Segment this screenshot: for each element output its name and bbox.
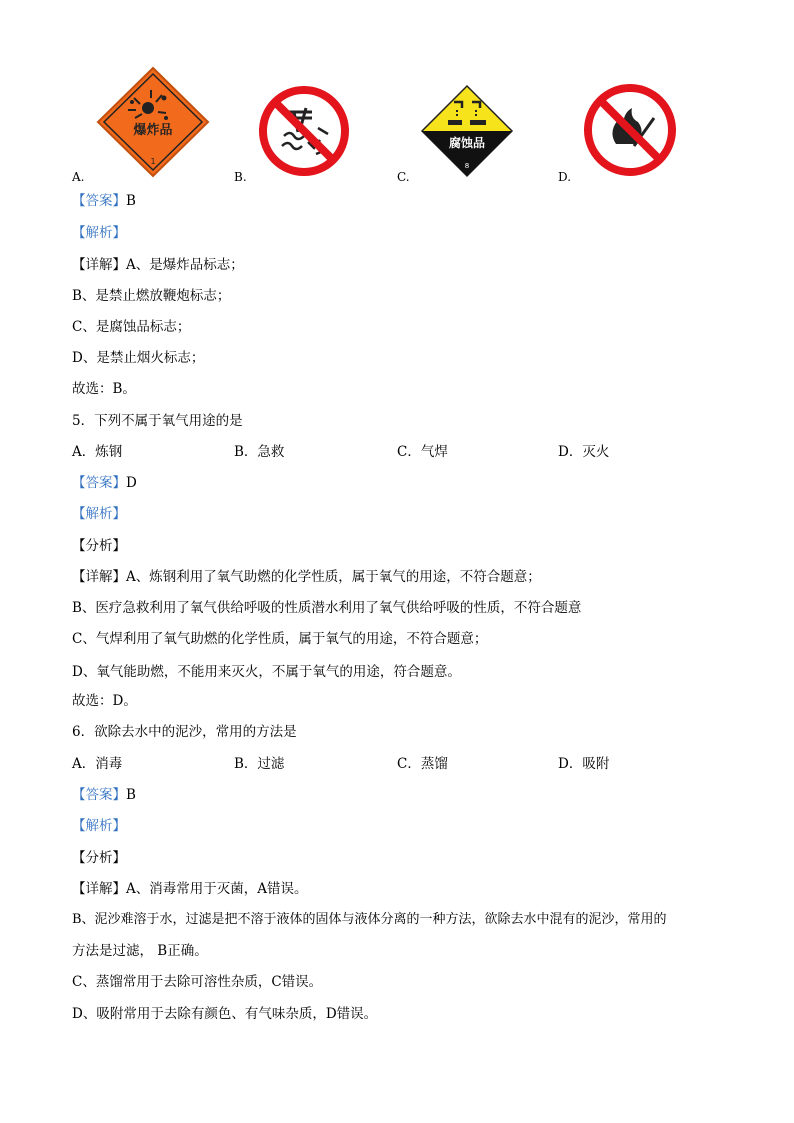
- analysis-tag: 【解析】: [72, 506, 126, 522]
- answer-value: B: [126, 787, 136, 803]
- detail-tag: 【详解】: [72, 881, 126, 897]
- svg-text:8: 8: [464, 162, 470, 170]
- detail-text: C、蒸馏常用于去除可溶性杂质，C错误。: [72, 974, 323, 990]
- option-d: D．吸附: [558, 756, 610, 772]
- analysis-tag: 【解析】: [72, 818, 126, 834]
- q4-answer-line: [72, 192, 136, 210]
- q6-answer-line: [72, 786, 136, 804]
- conclusion-text: 故选：D。: [72, 693, 137, 709]
- corrosive-sign-icon: [420, 84, 514, 178]
- answer-tag: 【答案】: [72, 193, 126, 209]
- option-letter: C.: [397, 170, 410, 184]
- explosive-sign-icon: [96, 66, 210, 178]
- q5-detail-line: [72, 568, 541, 586]
- option-a: A．炼钢: [72, 444, 123, 460]
- option-c: C．气焊: [397, 444, 448, 460]
- detail-text: B、泥沙难溶于水，过滤是把不溶于液体的固体与液体分离的一种方法，欲除去水中混有的泥沙，常用的: [72, 912, 667, 927]
- no-firecrackers-sign-icon: [256, 84, 352, 178]
- detail-text: D、是禁止烟火标志；: [72, 350, 205, 366]
- q5-answer-line: [72, 474, 137, 492]
- answer-tag: 【答案】: [72, 787, 126, 803]
- fenxi-tag: 【分析】: [72, 538, 126, 554]
- option-letter: A.: [72, 170, 85, 184]
- svg-text:1: 1: [150, 157, 156, 166]
- detail-text: B、医疗急救利用了氧气供给呼吸的性质潜水利用了氧气供给呼吸的性质，不符合题意: [72, 600, 582, 616]
- svg-text:爆炸品: 爆炸品: [133, 123, 173, 138]
- question-stem: 5．下列不属于氧气用途的是: [72, 413, 243, 429]
- option-a: A．消毒: [72, 756, 123, 772]
- option-letter: D.: [558, 170, 572, 184]
- q6-detail-line: [72, 880, 308, 898]
- option-letter: B.: [234, 170, 247, 184]
- option-b: B．过滤: [234, 756, 285, 772]
- option-c: C．蒸馏: [397, 756, 448, 772]
- detail-text: 方法是过滤， B正确。: [72, 943, 208, 959]
- detail-text: A、是爆炸品标志；: [126, 257, 244, 273]
- detail-text: B、是禁止燃放鞭炮标志；: [72, 288, 231, 304]
- detail-tag: 【详解】: [72, 569, 126, 585]
- detail-text: A、炼钢利用了氧气助燃的化学性质，属于氧气的用途，不符合题意；: [126, 569, 541, 585]
- answer-value: B: [126, 193, 136, 209]
- detail-text: C、是腐蚀品标志；: [72, 319, 191, 335]
- detail-text: C、气焊利用了氧气助燃的化学性质，属于氧气的用途，不符合题意；: [72, 631, 488, 647]
- question-stem: 6．欲除去水中的泥沙，常用的方法是: [72, 724, 297, 740]
- analysis-tag: 【解析】: [72, 225, 126, 241]
- conclusion-text: 故选：B。: [72, 381, 136, 397]
- detail-text: A、消毒常用于灭菌，A错误。: [126, 881, 308, 897]
- option-b: B．急救: [234, 444, 285, 460]
- detail-text: D、氧气能助燃，不能用来灭火，不属于氧气的用途，符合题意。: [72, 664, 461, 680]
- answer-value: D: [126, 475, 137, 491]
- fenxi-tag: 【分析】: [72, 850, 126, 866]
- svg-text:腐蚀品: 腐蚀品: [448, 136, 486, 150]
- q4-detail-line: [72, 256, 244, 274]
- answer-tag: 【答案】: [72, 475, 126, 491]
- detail-tag: 【详解】: [72, 257, 126, 273]
- detail-text: D、吸附常用于去除有颜色、有气味杂质，D错误。: [72, 1006, 378, 1022]
- option-d: D．灭火: [558, 444, 610, 460]
- no-open-flame-sign-icon: [582, 82, 678, 178]
